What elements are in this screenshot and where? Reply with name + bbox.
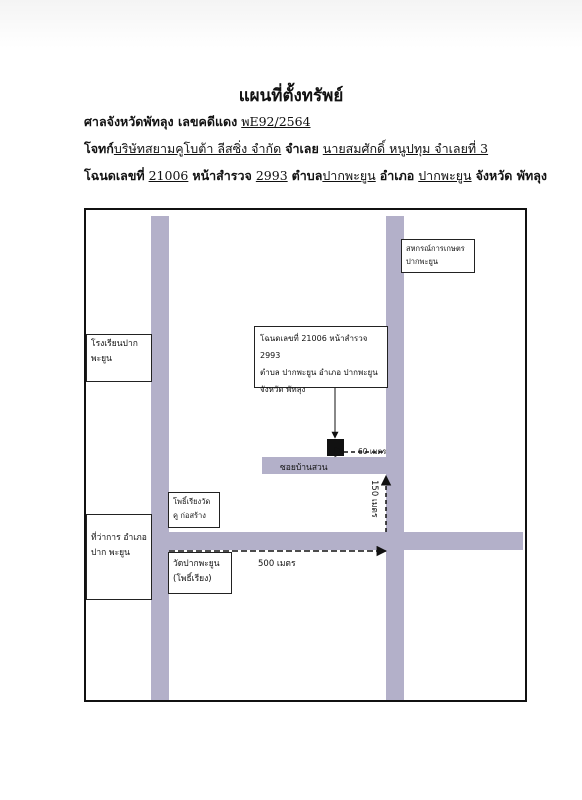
distance-arrows [86, 210, 527, 702]
distance-500m-label: 500 เมตร [258, 559, 296, 569]
district-label: อำเภอ [379, 168, 415, 183]
deed-info-line-3: จังหวัด พัทลุง [260, 385, 306, 394]
distance-60m-label: 60 เมตร [358, 447, 387, 456]
header-line-court [84, 112, 311, 132]
district-name: ปากพะยูน [418, 168, 472, 183]
plaintiff-label: โจทก์ [84, 141, 114, 156]
defendant-name: นายสมศักดิ์ หนูปทุม จำเลยที่ 3 [322, 141, 489, 156]
soi-ban-suan-label: ซอยบ้านสวน [280, 463, 328, 473]
plaintiff-name: บริษัทสยามคูโบต้า ลีสซิ่ง จำกัด [113, 141, 282, 156]
deed-info-line-2: ตำบล ปากพะยูน อำเภอ ปากพะยูน [260, 368, 378, 377]
shrine-label: โพธิ์เรียงวัดคู ก่อสร้าง [168, 492, 220, 528]
location-map [84, 208, 527, 702]
defendant-label: จำเลย [285, 141, 319, 156]
agri-coop-label: สหกรณ์การเกษตร ปากพะยูน [401, 239, 475, 273]
header-line-deed [84, 166, 547, 186]
deed-info-line-1: โฉนดเลขที่ 21006 หน้าสำรวจ 2993 [260, 334, 368, 360]
court-label: ศาลจังหวัดพัทลุง เลขคดีแดง [84, 114, 238, 129]
survey-label: หน้าสำรวจ [192, 168, 252, 183]
deed-label: โฉนดเลขที่ [84, 168, 145, 183]
district-office-label: ที่ว่าการ อำเภอปาก พะยูน [86, 514, 152, 600]
province-label: จังหวัด พัทลุง [475, 168, 547, 183]
case-number: พE92/2564 [241, 114, 311, 129]
header-line-parties [84, 139, 488, 159]
school-label: โรงเรียนปาก พะยูน [86, 334, 152, 382]
page-title: แผนที่ตั้งทรัพย์ [238, 86, 344, 106]
subdistrict-name: ปากพะยูน [322, 168, 376, 183]
distance-150m-label: 150 เมตร [369, 480, 379, 518]
deed-number: 21006 [148, 168, 189, 183]
subdistrict-label: ตำบล [291, 168, 323, 183]
temple-label: วัดปากพะยูน (โพธิ์เรียง) [168, 552, 232, 594]
survey-number: 2993 [255, 168, 288, 183]
